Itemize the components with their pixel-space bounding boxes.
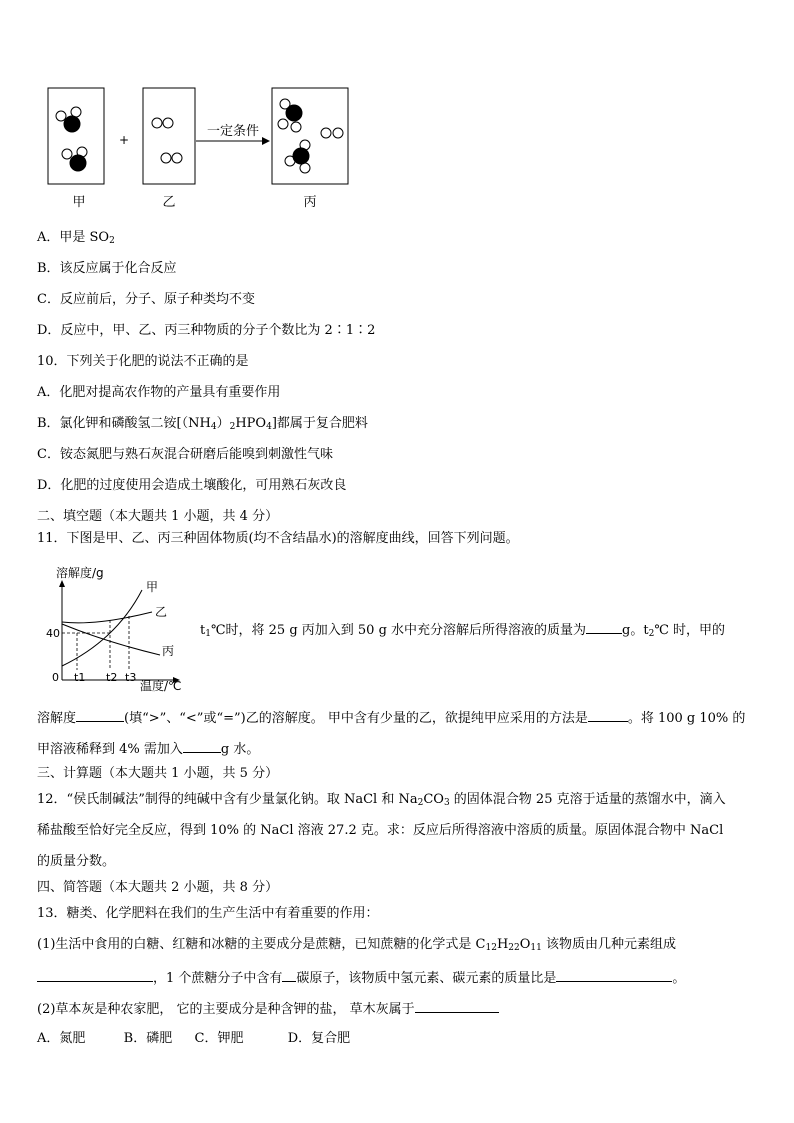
q13-part1-line2: ，1 个蔗糖分子中含有 碳原子，该物质中氢元素、碳元素的质量比是 。 bbox=[37, 969, 685, 987]
q9-option-a: A．甲是 $SO_2$ bbox=[37, 230, 115, 246]
label-bing: 丙 bbox=[303, 195, 317, 210]
x-tick-t2: t2 bbox=[106, 671, 118, 684]
molecule-jia-1 bbox=[56, 107, 81, 132]
q9-option-d: D．反应中，甲、乙、丙三种物质的分子个数比为 2∶1∶2 bbox=[37, 323, 376, 338]
q9-option-c: C．反应前后，分子、原子种类均不变 bbox=[37, 292, 255, 307]
y-tick-40: 40 bbox=[46, 627, 60, 640]
q10-option-a: A．化肥对提高农作物的产量具有重要作用 bbox=[37, 385, 281, 400]
molecule-jia-2 bbox=[62, 147, 87, 171]
q12-line3: 的质量分数。 bbox=[37, 854, 116, 869]
series-label-yi: 乙 bbox=[155, 605, 168, 619]
q11-text-line3: 甲溶液稀释到 4% 需加入 g 水。 bbox=[37, 742, 260, 757]
series-label-jia: 甲 bbox=[146, 580, 159, 594]
arrow-head-icon bbox=[262, 137, 270, 145]
y-axis-arrow-icon bbox=[59, 580, 65, 587]
series-label-bing: 丙 bbox=[162, 644, 175, 658]
label-yi: 乙 bbox=[162, 195, 176, 210]
molecule-yi-2 bbox=[161, 153, 182, 163]
q13-option-a: A．氮肥 bbox=[37, 1031, 86, 1046]
q13-stem: 13．糖类、化学肥料在我们的生产生活中有着重要的作用： bbox=[37, 906, 379, 921]
label-jia: 甲 bbox=[72, 195, 86, 210]
q13-option-d: D．复合肥 bbox=[287, 1031, 351, 1046]
section-short-answer-heading: 四、简答题（本大题共 2 小题，共 8 分） bbox=[37, 880, 279, 895]
q12-line2: 稀盐酸至恰好完全反应，得到 10% 的 NaCl 溶液 27.2 克。求：反应后所得溶液中溶质的质量。原固体混合物中 NaCl bbox=[37, 823, 724, 838]
q10-option-b: B．氯化钾和磷酸氢二铵$[(NH_4)_2HPO_4]$都属于复合肥料 bbox=[37, 416, 368, 432]
curve-jia bbox=[62, 590, 142, 666]
section-fill-in-heading: 二、填空题（本大题共 1 小题，共 4 分） bbox=[37, 509, 279, 524]
q12-line1: 12．“侯氏制碱法”制得的纯碱中含有少量氯化钠。取 NaCl 和 $Na_2CO_3$ 的固体混合物 25 克溶于适量的蒸馏水中，滴入 bbox=[37, 792, 726, 808]
q10-stem: 10．下列关于化肥的说法不正确的是 bbox=[37, 354, 249, 369]
molecule-bing-1 bbox=[278, 99, 302, 132]
section-calc-heading: 三、计算题（本大题共 1 小题，共 5 分） bbox=[37, 766, 279, 781]
y-axis-label: 溶解度/g bbox=[56, 566, 104, 580]
q13-option-b: B．磷肥 bbox=[123, 1031, 173, 1046]
q10-option-c: C．铵态氮肥与熟石灰混合研磨后能嗅到刺激性气味 bbox=[37, 447, 333, 462]
solubility-chart bbox=[36, 560, 196, 695]
molecule-bing-2 bbox=[321, 128, 343, 138]
box-yi bbox=[143, 88, 195, 184]
x-axis-label: 温度/℃ bbox=[140, 679, 182, 693]
q13-option-c: C．钾肥 bbox=[194, 1031, 244, 1046]
q11-text-line1: $t_1℃$时，将 25 g 丙加入到 50 g 水中充分溶解后所得溶液的质量为 g。$t_2℃$ 时，甲的 bbox=[200, 623, 726, 639]
molecule-bing-3 bbox=[285, 140, 310, 173]
plus-sign: + bbox=[118, 133, 130, 147]
q10-option-d: D．化肥的过度使用会造成土壤酸化，可用熟石灰改良 bbox=[37, 478, 347, 493]
reaction-diagram bbox=[0, 0, 794, 215]
q13-part2: (2)草本灰是种农家肥， 它的主要成分是种含钾的盐， 草木灰属于 bbox=[37, 1000, 499, 1018]
molecule-yi-1 bbox=[152, 118, 173, 128]
q13-options bbox=[37, 1031, 350, 1047]
origin-label: 0 bbox=[52, 671, 59, 684]
curve-yi bbox=[62, 612, 152, 623]
q11-stem: 11．下图是甲、乙、丙三种固体物质(均不含结晶水)的溶解度曲线，回答下列问题。 bbox=[37, 531, 519, 546]
x-tick-t3: t3 bbox=[125, 671, 137, 684]
q9-option-b: B．该反应属于化合反应 bbox=[37, 261, 177, 276]
q13-part1-line1: (1)生活中食用的白糖、红糖和冰糖的主要成分是蔗糖，已知蔗糖的化学式是 $C_{12}H_{22}O_{11}$ 该物质由几种元素组成 bbox=[37, 937, 677, 953]
arrow-condition-label: 一定条件 bbox=[206, 124, 260, 139]
q11-text-line2: 溶解度 (填“>”、“<”或“=”)乙的溶解度。 甲中含有少量的乙，欲提纯甲应采用的方法是 。将 100 g 10% 的 bbox=[37, 711, 746, 726]
x-tick-t1: t1 bbox=[74, 671, 86, 684]
